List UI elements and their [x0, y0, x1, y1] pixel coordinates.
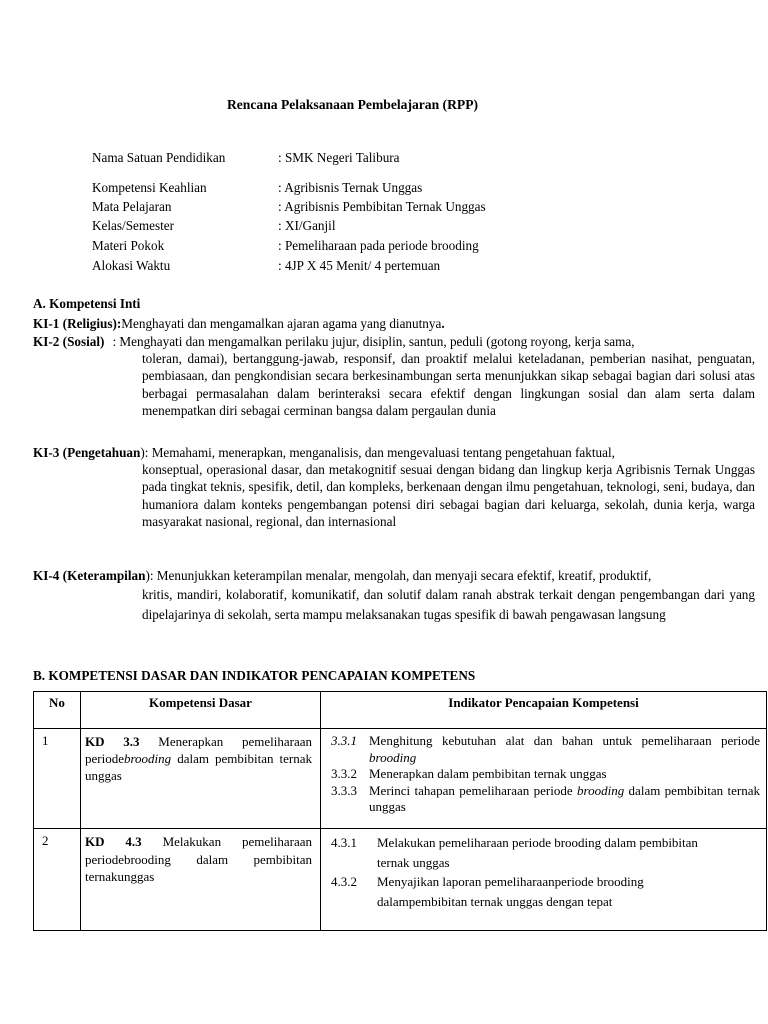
ki3-label: KI-3 (Pengetahuan: [33, 445, 141, 460]
ki2-label: KI-2 (Sosial): [33, 334, 105, 349]
kd-emphasis: brooding: [123, 751, 172, 766]
indicator-text: Merinci tahapan pemeliharaan periode brooding dalam pembibitan ternak unggas: [369, 782, 760, 814]
indicator-item: [331, 733, 760, 766]
section-b-heading: B. KOMPETENSI DASAR DAN INDIKATOR PENCAPAIAN KOMPETENS: [33, 668, 476, 683]
identity-label: Mata Pelajaran: [92, 199, 172, 214]
ki2-first: : Menghayati dan mengamalkan perilaku jujur, disiplin, santun, peduli (gotong royong, kerja sama,: [112, 334, 635, 349]
col-header-kd: Kompetensi Dasar: [81, 692, 321, 729]
indicator-number: 3.3.1: [331, 733, 357, 748]
identity-label: Kompetensi Keahlian: [92, 180, 207, 195]
kd-text: [85, 833, 316, 886]
row-number: 1: [34, 729, 81, 829]
indicator-text: Melakukan pemeliharaan periode brooding dalam pembibitan ternak unggas: [377, 835, 698, 870]
table-row: [34, 729, 767, 829]
kd-code: KD 4.3: [85, 834, 142, 849]
indicator-number: 3.3.2: [331, 766, 357, 781]
indicator-number: 4.3.2: [331, 874, 357, 889]
ki4-label: KI-4 (Keterampilan: [33, 568, 146, 583]
ki3-first-line: [33, 444, 755, 461]
table-row: [34, 829, 767, 931]
kd-description: Menerapkan pemeliharaan periode: [85, 734, 313, 766]
indicator-text: Menyajikan laporan pemeliharaanperiode brooding dalampembibitan ternak unggas dengan tepat: [377, 874, 644, 909]
identity-value: : Pemeliharaan pada periode brooding: [278, 238, 479, 253]
ki3-first: ): Memahami, menerapkan, menganalisis, dan mengevaluasi tentang pengetahuan faktual,: [140, 445, 615, 460]
ki4-first: ): Menunjukkan keterampilan menalar, mengolah, dan menyaji secara efektif, kreatif, produktif,: [145, 568, 652, 583]
ki2-first-line: [33, 333, 755, 350]
identity-value: : 4JP X 45 Menit/ 4 pertemuan: [278, 258, 441, 273]
identity-value: : SMK Negeri Talibura: [278, 150, 400, 165]
kd-code: KD 3.3: [85, 734, 140, 749]
kd-description-end: dalam pembibitan ternak unggas: [85, 751, 312, 783]
kd-description: Melakukan pemeliharaan periodebrooding dalam pembibitan ternakunggas: [85, 834, 313, 884]
identity-value: : XI/Ganjil: [278, 218, 336, 233]
row-number: 2: [34, 829, 81, 931]
kd-cell: [81, 829, 321, 931]
kd-cell: [81, 729, 321, 829]
ki3-paragraph: konseptual, operasional dasar, dan metakognitif sesuai dengan bidang dan lingkup kerja Agribisnis Ternak Unggas pada tingkat teknis, spesifik, detil, dan kompleks, berkenaan dengan ilmu pengetahuan, teknologi, seni, budaya, dan humaniora dalam konteks pengembangan potensi diri sebagai bagian dari keluarga, sekolah, dunia kerja, warga masyarakat nasional, regional, dan internasional: [142, 462, 755, 530]
table-header-row: [34, 692, 767, 729]
kd-table: [33, 691, 767, 931]
indicator-cell: [321, 729, 767, 829]
indicator-cell: [321, 829, 767, 931]
identity-label: Nama Satuan Pendidikan: [92, 150, 226, 165]
ki1-end: .: [441, 316, 445, 331]
indicator-text: Menghitung kebutuhan alat dan bahan untuk pemeliharaan periode brooding: [369, 733, 760, 765]
indicator-item: [331, 783, 760, 816]
ki4-first-line: [33, 567, 755, 584]
indicator-item: [331, 766, 760, 783]
ki2-paragraph: toleran, damai), bertanggung-jawab, responsif, dan proaktif melalui keteladanan, pemberian nasihat, penguatan, pembiasaan, dan pengkondisian secara berkesinambungan serta menunjukkan sikap sebagai bagian dari solusi atas berbagai permasalahan dalam berinteraksi secara efektif dengan lingkungan sosial dan alam serta dalam menempatkan diri sebagai cerminan bangsa dalam pergaulan dunia: [142, 351, 755, 419]
col-header-no: No: [34, 692, 81, 729]
identity-label: Kelas/Semester: [92, 218, 175, 233]
col-header-indicator: Indikator Pencapaian Kompetensi: [321, 692, 767, 729]
indicator-number: 4.3.1: [331, 835, 357, 850]
indicator-text: Menerapkan dalam pembibitan ternak unggas: [369, 766, 607, 781]
ki1-text: Menghayati dan mengamalkan ajaran agama yang dianutnya: [121, 316, 442, 331]
indicator-number: 3.3.3: [331, 782, 357, 798]
ki4-paragraph: kritis, mandiri, kolaboratif, komunikatif, dan solutif dalam ranah abstrak terkait dengan pengembangan dari yang dipelajarinya di sekolah, serta mampu melaksanakan tugas spesifik di bawah pengawasan langsung: [142, 587, 755, 622]
identity-value: : Agribisnis Ternak Unggas: [278, 180, 423, 195]
identity-label: Materi Pokok: [92, 238, 165, 253]
indicator-item: [331, 833, 706, 872]
ki1-label: KI-1 (Religius):: [33, 316, 122, 331]
ki1-line: [33, 316, 445, 332]
identity-value: : Agribisnis Pembibitan Ternak Unggas: [278, 199, 486, 214]
identity-label: Alokasi Waktu: [92, 258, 171, 273]
kd-text: [85, 733, 316, 784]
indicator-item: [331, 872, 706, 911]
document-title: Rencana Pelaksanaan Pembelajaran (RPP): [226, 97, 479, 112]
section-a-heading: A. Kompetensi Inti: [33, 296, 141, 311]
